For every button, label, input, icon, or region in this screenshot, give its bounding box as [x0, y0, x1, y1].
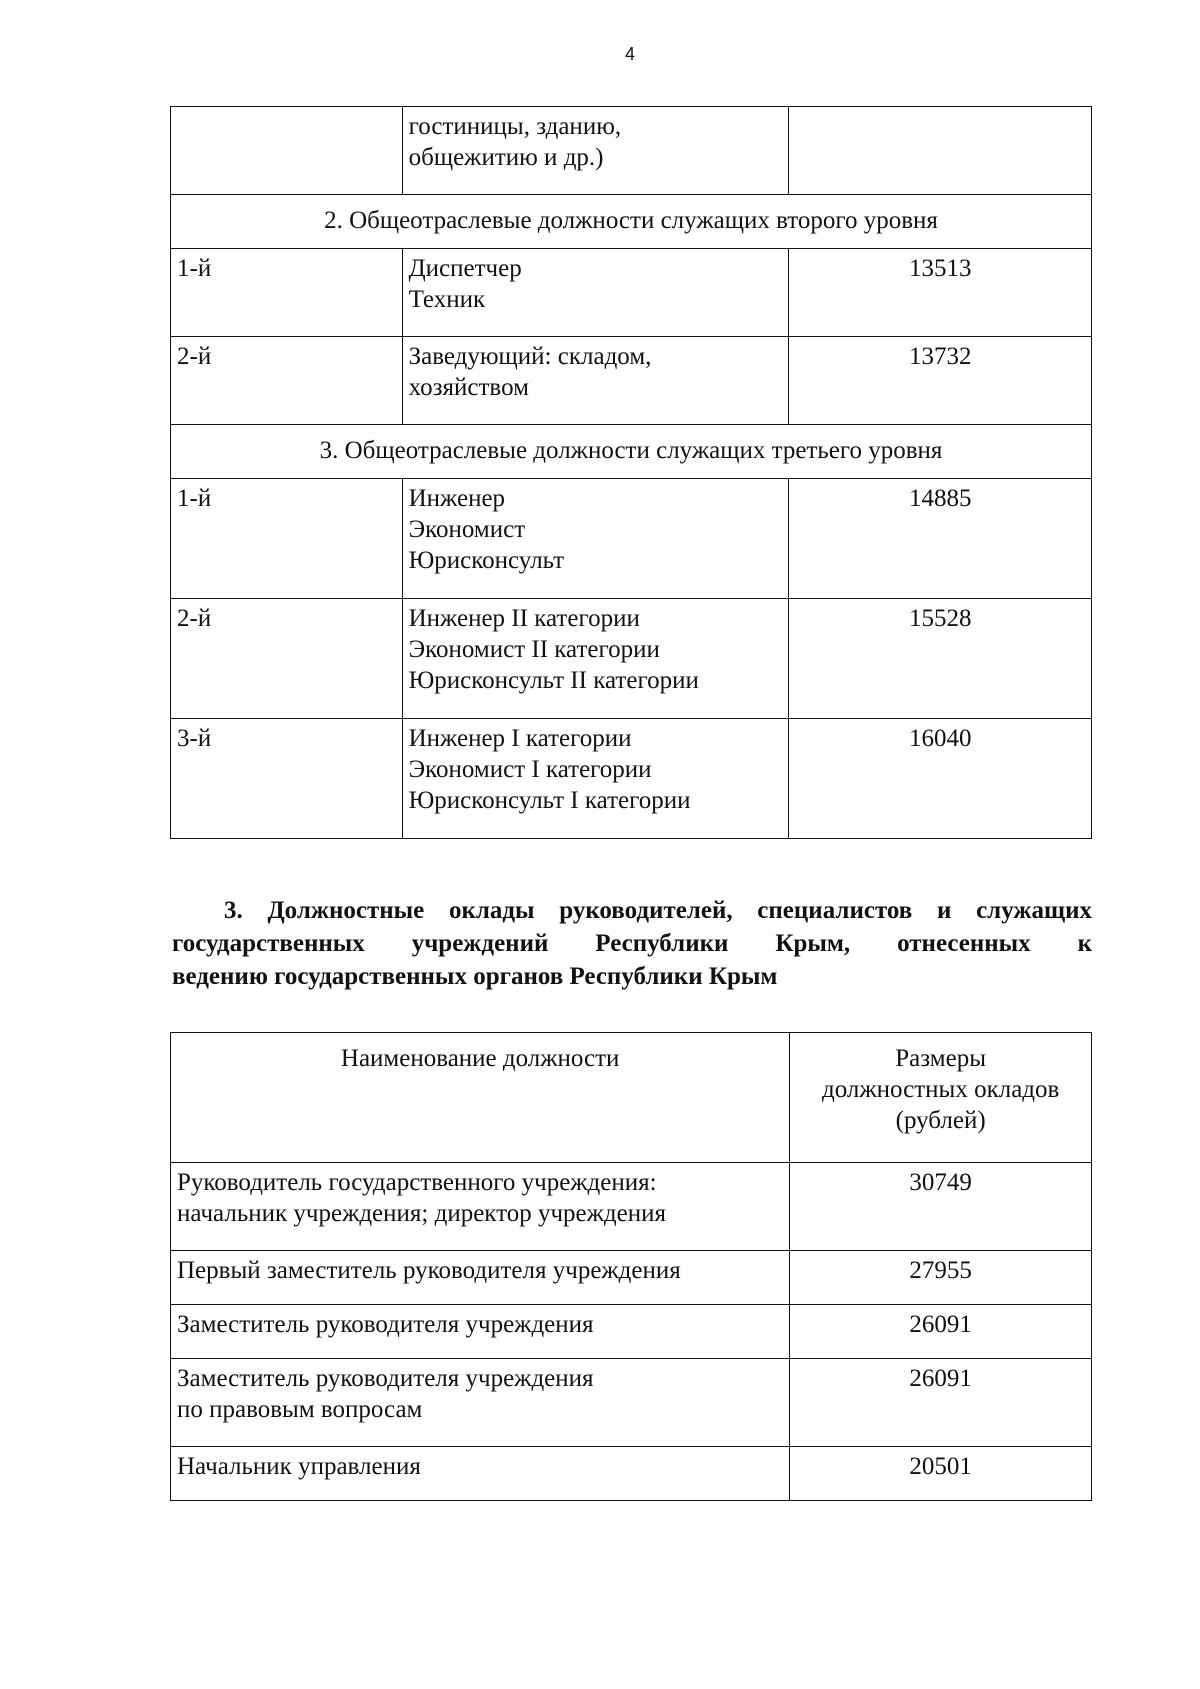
position-name: Заведующий: складом, — [408, 343, 652, 370]
positions-cell — [402, 337, 789, 425]
level-cell: 2-й — [171, 337, 403, 425]
section-heading-line-1: 3. Должностные оклады руководителей, специалистов и служащих — [224, 897, 1092, 924]
salary-cell: 13732 — [789, 337, 1092, 425]
level-cell: 1-й — [171, 249, 403, 337]
position-name: Техник — [408, 286, 486, 313]
section-heading-line-3: ведению государственных органов Республики Крым — [172, 963, 778, 990]
page-number: 4 — [624, 44, 635, 64]
section-heading-line-2: государственных учреждений Республики Крым, отнесенных к — [172, 930, 1092, 957]
position-name: Юрисконсульт — [408, 547, 565, 574]
level-cell: 3-й — [171, 719, 403, 839]
position-name: по правовым вопросам — [177, 1396, 423, 1423]
position-name: Экономист — [408, 516, 526, 543]
position-cell — [171, 1359, 790, 1447]
salary-cell — [789, 107, 1092, 195]
level-cell: 1-й — [171, 479, 403, 599]
column-header-name: Наименование должности — [171, 1033, 790, 1163]
position-name: Руководитель государственного учреждения: — [177, 1169, 657, 1196]
column-header-salary — [790, 1033, 1092, 1163]
positions-cell — [402, 249, 789, 337]
position-name: Инженер I категории — [408, 725, 632, 752]
salary-cell: 27955 — [790, 1251, 1092, 1305]
section-title: 3. Общеотраслевые должности служащих третьего уровня — [171, 425, 1092, 479]
position-name: Экономист I категории — [408, 756, 652, 783]
table-row — [171, 1305, 1092, 1359]
column-header-salary-line: должностных окладов — [821, 1076, 1060, 1103]
table-row — [171, 1163, 1092, 1251]
column-header-salary-line: Размеры — [895, 1045, 987, 1072]
position-name: Инженер — [408, 485, 506, 512]
table-row — [171, 599, 1092, 719]
salary-cell: 13513 — [789, 249, 1092, 337]
level-cell: 2-й — [171, 599, 403, 719]
table-row — [171, 479, 1092, 599]
salary-cell: 30749 — [790, 1163, 1092, 1251]
position-name: Начальник управления — [177, 1453, 421, 1480]
position-cell — [171, 1447, 790, 1501]
table-row — [171, 1251, 1092, 1305]
table-row — [171, 249, 1092, 337]
salary-table-managers — [170, 1032, 1092, 1501]
positions-cell — [402, 719, 789, 839]
position-name: Заместитель руководителя учреждения — [177, 1311, 594, 1338]
table-row — [171, 107, 1092, 195]
positions-cell — [402, 599, 789, 719]
position-cell — [171, 1251, 790, 1305]
salary-table-levels — [170, 106, 1092, 839]
position-name: Инженер II категории — [408, 605, 640, 632]
position-name: хозяйством — [408, 374, 529, 401]
table-row — [171, 337, 1092, 425]
section-row — [171, 195, 1092, 249]
salary-cell: 16040 — [789, 719, 1092, 839]
table-row — [171, 719, 1092, 839]
salary-cell: 26091 — [790, 1359, 1092, 1447]
positions-cell — [402, 479, 789, 599]
salary-cell: 26091 — [790, 1305, 1092, 1359]
salary-cell: 20501 — [790, 1447, 1092, 1501]
position-name: Диспетчер — [408, 255, 522, 282]
position-name: Юрисконсульт II категории — [408, 667, 699, 694]
level-cell — [171, 107, 403, 195]
position-name: Экономист II категории — [408, 636, 660, 663]
positions-cell — [402, 107, 789, 195]
position-name: начальник учреждения; директор учреждения — [177, 1200, 666, 1227]
position-name: общежитию и др.) — [408, 144, 604, 171]
position-name: Юрисконсульт I категории — [408, 787, 691, 814]
header-row — [171, 1033, 1092, 1163]
salary-cell: 15528 — [789, 599, 1092, 719]
table-row — [171, 1447, 1092, 1501]
position-name: Первый заместитель руководителя учреждения — [177, 1257, 681, 1284]
position-cell — [171, 1163, 790, 1251]
section-heading — [172, 894, 1092, 993]
section-row — [171, 425, 1092, 479]
column-header-salary-line: (рублей) — [895, 1107, 986, 1134]
salary-cell: 14885 — [789, 479, 1092, 599]
table-row — [171, 1359, 1092, 1447]
position-cell — [171, 1305, 790, 1359]
position-name: гостиницы, зданию, — [408, 113, 622, 140]
position-name: Заместитель руководителя учреждения — [177, 1365, 594, 1392]
section-title: 2. Общеотраслевые должности служащих второго уровня — [171, 195, 1092, 249]
